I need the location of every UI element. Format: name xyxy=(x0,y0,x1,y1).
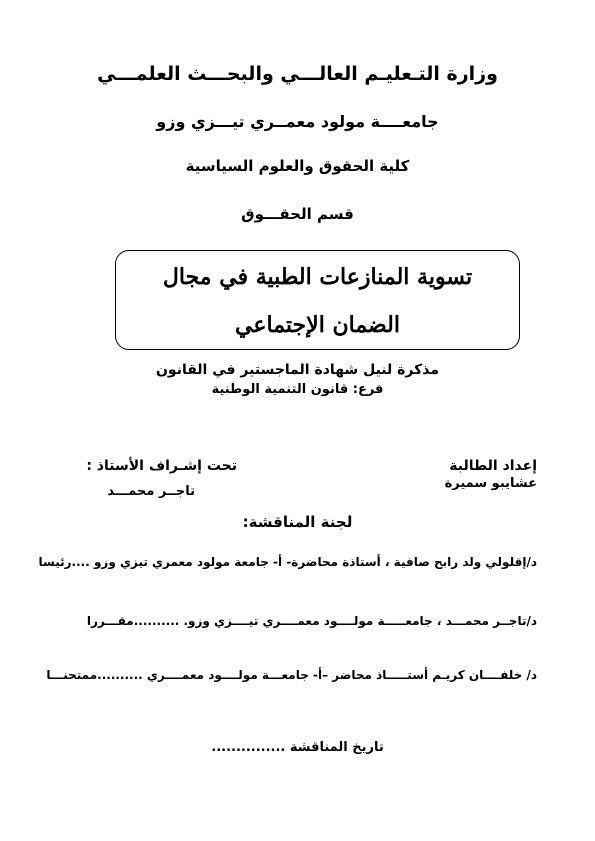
defense-date: تاريخ المناقشة ............... xyxy=(211,740,384,755)
thesis-title-line-2: الضمان الإجتماعي xyxy=(235,312,400,338)
thesis-title-line-1: تسوية المنازعات الطبية في مجال xyxy=(162,264,473,290)
student-name: عشايبو سميرة xyxy=(444,476,537,491)
jury-title: لجنة المناقشة: xyxy=(242,513,353,531)
degree-statement: مذكرة لنيل شهادة الماجستير في القانون xyxy=(155,362,439,378)
ministry-name: وزارة التـعليـم العالـــي والبحـــث العلمـــي xyxy=(97,63,498,85)
branch-statement: فرع: قانون التنمية الوطنية xyxy=(211,382,384,397)
jury-member-examiner: د/ خلفــــان كريـم أستـــــاذ محاضر –أ- جامعـــة مولــــود معمــــري ..........ممتحنـــا xyxy=(46,668,537,682)
supervision-label: تحت إشـراف الأستاذ : xyxy=(86,458,237,474)
faculty-name: كلية الحقوق والعلوم السياسية xyxy=(185,157,410,175)
jury-member-rapporteur: د/تاجــر محمـــد ، جامعـــــة مولــــود معمــــري تيــــزي وزو. ..........مقـــررا xyxy=(86,614,537,628)
university-name: جامعــــة مولود معمــري تيـــزي وزو xyxy=(156,112,439,131)
jury-member-president: د/إقلولي ولد رابح صافية ، أستاذة محاضرة- أ- جامعة مولود معمري تيزي وزو ....رئيسا xyxy=(38,555,537,569)
prepared-by-label: إعداد الطالبة xyxy=(449,458,537,474)
department-name: قسم الحقـــوق xyxy=(241,205,354,223)
supervisor-name: تاجــر محمـــد xyxy=(107,484,195,499)
